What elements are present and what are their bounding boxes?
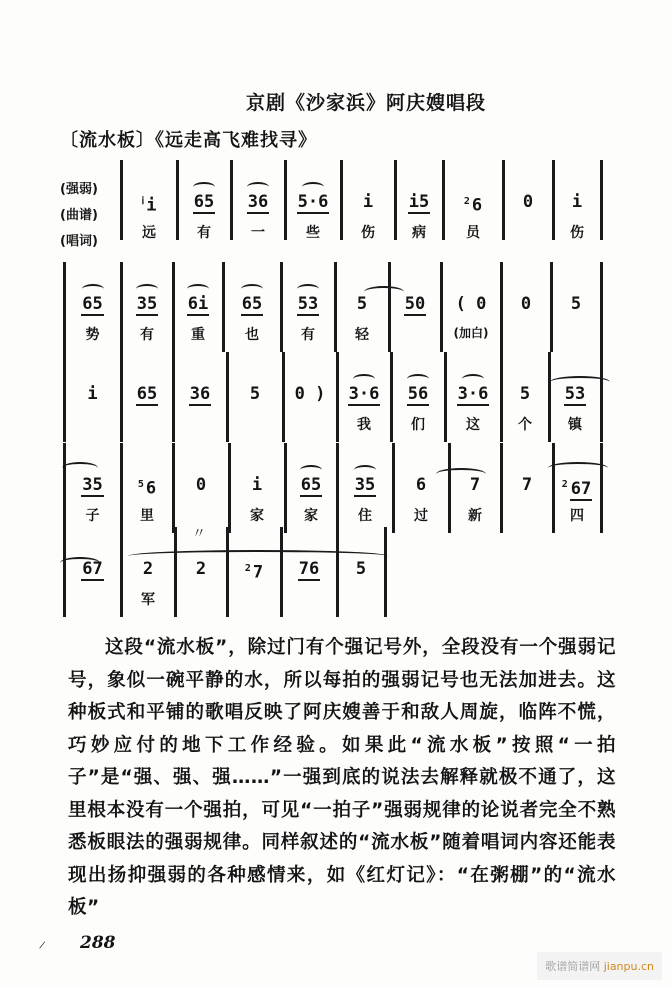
note-group bbox=[122, 192, 176, 216]
slur-mark bbox=[407, 374, 429, 384]
note-group bbox=[174, 384, 226, 404]
bar-line bbox=[600, 352, 603, 442]
note-group bbox=[554, 475, 600, 499]
note-group bbox=[228, 384, 282, 404]
note-group bbox=[286, 192, 340, 212]
note-group bbox=[176, 559, 226, 579]
lyric-char: 重 bbox=[191, 327, 205, 343]
note-group bbox=[228, 559, 280, 583]
measure bbox=[174, 262, 222, 357]
measure bbox=[65, 352, 120, 447]
note-group bbox=[282, 294, 334, 314]
measure bbox=[450, 443, 500, 538]
note-digits: 5 bbox=[570, 294, 582, 314]
note-group bbox=[230, 475, 284, 495]
note-digits: 6 bbox=[415, 475, 427, 495]
measure bbox=[65, 443, 120, 538]
note-digits: 56 bbox=[407, 384, 429, 404]
measure bbox=[232, 160, 284, 255]
watermark-cn: 歌谱简谱网 bbox=[545, 960, 601, 973]
note-digits: 0 bbox=[522, 192, 534, 212]
note-digits: 35 bbox=[82, 475, 103, 495]
note-group bbox=[65, 475, 120, 495]
page-title: 京剧《沙家浜》阿庆嫂唱段 bbox=[245, 92, 486, 114]
measure bbox=[284, 352, 336, 447]
lyric-char: 有 bbox=[197, 225, 211, 241]
label-strength: (强弱) bbox=[60, 182, 98, 197]
tie-mark bbox=[436, 468, 486, 480]
measure bbox=[442, 262, 500, 357]
measure bbox=[394, 443, 448, 538]
measure bbox=[286, 160, 340, 255]
measure bbox=[392, 352, 444, 447]
note-group bbox=[342, 192, 394, 212]
tie-mark bbox=[364, 286, 404, 298]
measure bbox=[228, 527, 280, 622]
measure bbox=[282, 262, 334, 357]
grace-note: ⅰ bbox=[141, 196, 145, 207]
lyric-char: 们 bbox=[411, 417, 425, 433]
measure bbox=[65, 262, 120, 357]
note-digits: 2 bbox=[195, 559, 207, 579]
lyric-char: 些 bbox=[306, 225, 320, 241]
tie-mark bbox=[128, 550, 388, 562]
note-group bbox=[502, 475, 552, 495]
note-group bbox=[504, 192, 552, 212]
note-digits: 6 bbox=[471, 195, 483, 216]
note-digits: 5 bbox=[519, 384, 531, 404]
note-digits: 65 bbox=[300, 475, 322, 495]
slur-mark bbox=[354, 465, 376, 475]
lyric-char: 个 bbox=[518, 417, 532, 433]
note-digits: i bbox=[87, 384, 98, 404]
slur-mark bbox=[187, 284, 209, 294]
lyric-char: 过 bbox=[414, 508, 428, 524]
measure bbox=[122, 262, 172, 357]
measure bbox=[554, 443, 600, 538]
note-group bbox=[174, 475, 228, 495]
measure bbox=[174, 352, 226, 447]
section-subtitle: 〔流水板〕《远走高飞难找寻》 bbox=[60, 130, 317, 151]
note-group bbox=[122, 559, 174, 579]
note-digits: 7 bbox=[252, 562, 264, 583]
measure bbox=[502, 352, 548, 447]
lyric-char: 新 bbox=[468, 508, 482, 524]
lyric-char: 我 bbox=[357, 417, 371, 433]
measure bbox=[286, 443, 336, 538]
scan-mark: \ bbox=[36, 940, 48, 951]
note-digits: 35 bbox=[354, 475, 376, 495]
measure bbox=[122, 352, 172, 447]
score-system bbox=[0, 352, 672, 447]
measure bbox=[178, 160, 230, 255]
note-digits: 7 bbox=[521, 475, 533, 495]
note-digits: 67 bbox=[570, 478, 592, 499]
measure bbox=[228, 352, 282, 447]
lyric-char: (加白) bbox=[453, 326, 489, 340]
measure bbox=[342, 160, 394, 255]
note-digits: i bbox=[571, 192, 583, 212]
measure bbox=[552, 262, 600, 357]
lyric-char: 四 bbox=[570, 508, 584, 524]
note-digits: 65 bbox=[241, 294, 263, 314]
slur-mark bbox=[302, 182, 324, 192]
body-paragraph bbox=[68, 632, 616, 925]
note-digits: 0 ) bbox=[294, 384, 326, 404]
measure bbox=[338, 443, 392, 538]
lyric-char: 一 bbox=[251, 225, 265, 241]
note-group bbox=[178, 192, 230, 212]
slur-mark bbox=[297, 284, 319, 294]
measure bbox=[502, 443, 552, 538]
lyric-char: 子 bbox=[85, 508, 100, 524]
note-digits: 6 bbox=[145, 478, 157, 499]
slur-mark bbox=[353, 374, 375, 384]
score-system bbox=[0, 443, 672, 542]
grace-note: 5 bbox=[137, 479, 144, 490]
slur-mark bbox=[193, 182, 215, 192]
note-digits: 76 bbox=[298, 559, 320, 579]
measure bbox=[122, 527, 174, 622]
note-group bbox=[338, 559, 384, 579]
tie-mark bbox=[548, 462, 608, 474]
lyric-char: 有 bbox=[140, 327, 154, 343]
note-digits: 53 bbox=[564, 384, 586, 404]
measure bbox=[176, 527, 226, 622]
lyric-char: 家 bbox=[304, 508, 318, 524]
lyric-char: 这 bbox=[466, 417, 480, 433]
note-digits: 35 bbox=[136, 294, 158, 314]
tie-mark bbox=[62, 462, 98, 474]
note-digits: 65 bbox=[82, 294, 103, 314]
note-digits: 3·6 bbox=[348, 384, 380, 404]
note-group bbox=[502, 294, 550, 314]
note-digits: 3·6 bbox=[457, 384, 489, 404]
note-group bbox=[502, 384, 548, 404]
score-system bbox=[0, 262, 672, 357]
slur-mark bbox=[462, 374, 484, 384]
measure bbox=[122, 160, 176, 255]
lyric-char: 住 bbox=[358, 508, 372, 524]
lyric-char: 员 bbox=[466, 225, 480, 241]
lyric-char: 里 bbox=[140, 508, 154, 524]
note-group bbox=[284, 384, 336, 404]
watermark bbox=[537, 952, 662, 980]
score-system bbox=[0, 527, 672, 622]
note-group bbox=[282, 559, 336, 579]
measure bbox=[65, 527, 120, 622]
slur-mark bbox=[82, 284, 104, 294]
note-digits: 53 bbox=[297, 294, 319, 314]
note-group bbox=[122, 384, 172, 404]
note-digits: 5 bbox=[355, 559, 367, 579]
note-group bbox=[286, 475, 336, 495]
measure bbox=[122, 443, 172, 538]
bar-line bbox=[600, 262, 603, 352]
note-group bbox=[338, 384, 390, 404]
measure bbox=[224, 262, 280, 357]
note-digits: i bbox=[362, 192, 374, 212]
score-system bbox=[0, 160, 672, 255]
grace-note: 2 bbox=[463, 196, 470, 207]
note-digits: 36 bbox=[189, 384, 211, 404]
note-digits: 50 bbox=[404, 294, 426, 314]
measure bbox=[230, 443, 284, 538]
measure bbox=[282, 527, 336, 622]
note-digits: ( 0 bbox=[455, 294, 487, 314]
measure bbox=[554, 160, 600, 255]
lyric-char: 有 bbox=[301, 327, 315, 343]
measure bbox=[390, 262, 440, 357]
lyric-char: 也 bbox=[245, 327, 259, 343]
lyric-char: 家 bbox=[250, 508, 264, 524]
lyric-char: 伤 bbox=[361, 225, 375, 241]
note-digits: i bbox=[146, 195, 157, 216]
label-score: (曲谱) bbox=[60, 208, 98, 223]
grace-note: 2 bbox=[561, 479, 568, 490]
note-group bbox=[444, 192, 502, 216]
lyric-char: 军 bbox=[141, 592, 155, 608]
breath-mark: 〃 bbox=[192, 526, 206, 542]
note-digits: 65 bbox=[193, 192, 215, 212]
note-digits: 2 bbox=[142, 559, 154, 579]
measure bbox=[338, 527, 384, 622]
lyric-char: 轻 bbox=[355, 327, 369, 343]
note-group bbox=[122, 294, 172, 314]
note-group bbox=[174, 294, 222, 314]
measure bbox=[336, 262, 388, 357]
lyric-char: 伤 bbox=[570, 225, 584, 241]
note-digits: 0 bbox=[195, 475, 207, 495]
note-group bbox=[338, 475, 392, 495]
lyric-char: 势 bbox=[85, 327, 100, 343]
note-digits: i5 bbox=[408, 192, 430, 212]
note-group bbox=[554, 192, 600, 212]
note-group bbox=[224, 294, 280, 314]
bar-line bbox=[384, 527, 387, 617]
note-group bbox=[232, 192, 284, 212]
note-digits: 67 bbox=[82, 559, 103, 579]
slur-mark bbox=[247, 182, 269, 192]
measure bbox=[396, 160, 442, 255]
tie-mark bbox=[60, 557, 100, 569]
bar-line bbox=[600, 160, 603, 240]
note-group bbox=[65, 294, 120, 314]
note-group bbox=[552, 294, 600, 314]
grace-note: 2 bbox=[244, 563, 251, 574]
measure bbox=[504, 160, 552, 255]
bar-line bbox=[600, 443, 603, 533]
lyric-char: 病 bbox=[412, 225, 426, 241]
slur-mark bbox=[136, 284, 158, 294]
measure bbox=[444, 160, 502, 255]
label-lyrics: (唱词) bbox=[60, 234, 98, 249]
measure bbox=[338, 352, 390, 447]
note-digits: 5·6 bbox=[297, 192, 329, 212]
note-digits: 6i bbox=[187, 294, 209, 314]
page-number: 288 bbox=[80, 933, 116, 953]
measure bbox=[550, 352, 600, 447]
note-group bbox=[442, 294, 500, 314]
slur-mark bbox=[300, 465, 322, 475]
measure bbox=[502, 262, 550, 357]
note-group bbox=[446, 384, 500, 404]
paragraph-text: 这段“流水板”，除过门有个强记号外，全段没有一个强弱记号，象似一碗平静的水，所以每拍的强弱记号也无法加进去。这种板式和平铺的歌唱反映了阿庆嫂善于和敌人周旋，临阵不慌，巧妙应付的地下工作经验。如果此“流水板”按照“一拍子”是“强、强、强……”一强到底的说法去解释就极不通了，这里根本没有一个强拍，可见“一拍子”强弱规律的论说者完全不熟悉板眼法的强弱规律。同样叙述的“流水板”随着唱词内容还能表现出扬抑强弱的各种感情来，如《红灯记》：“在粥棚”的“流水板” bbox=[68, 637, 616, 918]
lyric-char: 镇 bbox=[568, 417, 582, 433]
note-digits: 7 bbox=[469, 475, 481, 495]
note-group bbox=[122, 475, 172, 499]
slur-mark bbox=[241, 284, 263, 294]
note-digits: 0 bbox=[520, 294, 532, 314]
note-group bbox=[392, 384, 444, 404]
note-digits: 36 bbox=[247, 192, 269, 212]
note-digits: 5 bbox=[249, 384, 261, 404]
note-group bbox=[396, 192, 442, 212]
note-group bbox=[65, 384, 120, 404]
watermark-en: jianpu.cn bbox=[603, 960, 654, 973]
note-digits: 65 bbox=[136, 384, 158, 404]
note-digits: i bbox=[251, 475, 263, 495]
note-digits: 5 bbox=[356, 294, 368, 314]
tie-mark bbox=[550, 376, 610, 388]
measure bbox=[446, 352, 500, 447]
lyric-char: 远 bbox=[142, 225, 156, 241]
